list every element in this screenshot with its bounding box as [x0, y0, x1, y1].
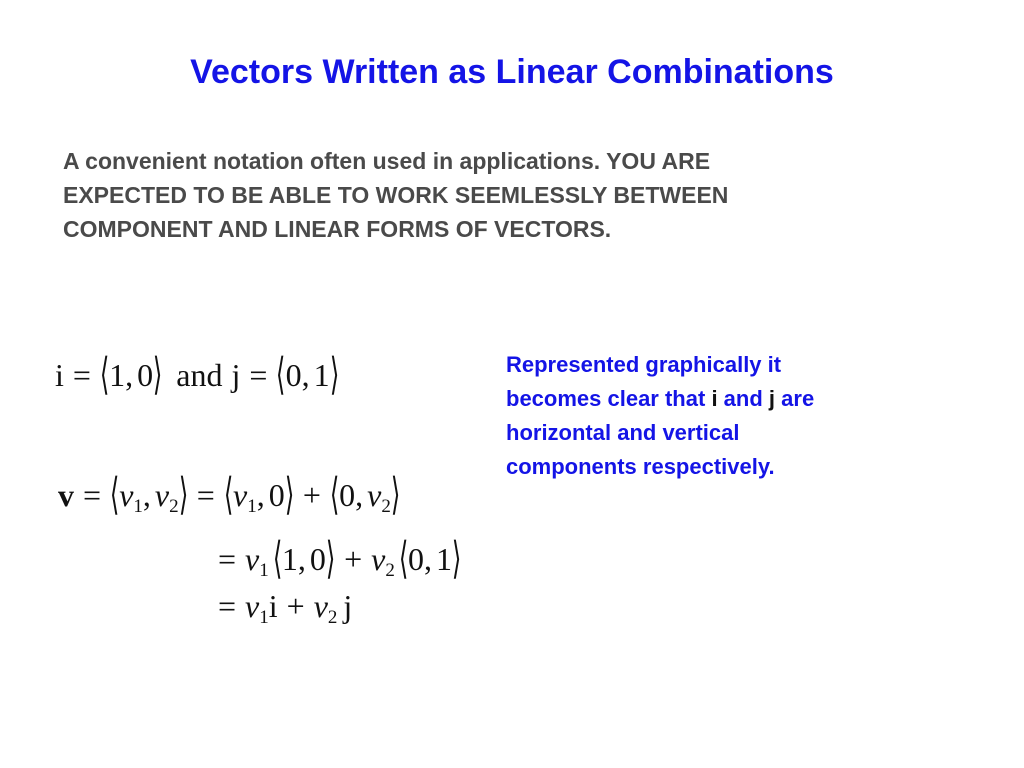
comma: ,: [142, 477, 151, 513]
comma: ,: [125, 357, 134, 393]
j-symbol: j: [231, 357, 241, 393]
num: 1: [281, 541, 298, 577]
j-symbol: j: [343, 588, 353, 624]
v-component: v: [245, 541, 260, 577]
v-component: v: [371, 541, 386, 577]
v-component: v: [313, 588, 328, 624]
plus-sign: +: [344, 541, 363, 577]
comma: ,: [355, 477, 364, 513]
subscript: 1: [259, 560, 269, 581]
num: 0: [285, 357, 302, 393]
v-component: v: [119, 477, 134, 513]
note-line-4: components respectively.: [506, 454, 775, 479]
slide-title: Vectors Written as Linear Combinations: [190, 53, 834, 91]
subscript: 2: [385, 560, 395, 581]
subscript: 1: [259, 607, 269, 628]
plus-sign: +: [302, 477, 321, 513]
right-angle: ⟩: [325, 534, 336, 583]
subscript: 2: [327, 607, 338, 628]
left-angle: ⟨: [99, 350, 110, 399]
left-angle: ⟨: [329, 470, 340, 519]
intro-line-1: A convenient notation often used in applications. YOU ARE: [63, 148, 711, 174]
equals-sign: =: [218, 541, 237, 577]
note-line-1: Represented graphically it: [506, 352, 782, 377]
note-text: are: [775, 386, 815, 411]
num: 0: [309, 541, 326, 577]
num: 1: [436, 541, 453, 577]
plus-sign: +: [286, 588, 305, 624]
v-component: v: [154, 477, 170, 513]
note-i-symbol: i: [711, 386, 718, 411]
and-word: and: [176, 357, 223, 393]
comma: ,: [297, 541, 306, 577]
vector-decomposition-line-1: [58, 466, 400, 517]
right-angle: ⟩: [284, 470, 295, 519]
comma: ,: [424, 541, 433, 577]
v-component: v: [233, 477, 248, 513]
note-text: and: [717, 386, 769, 411]
note-j-symbol: j: [768, 386, 776, 411]
num: 0: [408, 541, 425, 577]
equals-sign: =: [72, 357, 91, 393]
note-line-3: horizontal and vertical: [506, 420, 740, 445]
unit-vectors-equation: [55, 346, 339, 397]
equals-sign: =: [196, 477, 215, 513]
left-angle: ⟨: [398, 534, 409, 583]
note-text: becomes clear that: [506, 386, 712, 411]
vector-decomposition-line-3: [218, 588, 353, 628]
num: 0: [339, 477, 356, 513]
comma: ,: [301, 357, 310, 393]
left-angle: ⟨: [109, 470, 120, 519]
v-component: v: [367, 477, 382, 513]
num: 0: [268, 477, 285, 513]
vector-decomposition-line-2: [218, 530, 461, 581]
right-angle: ⟩: [152, 350, 163, 399]
equals-sign: =: [83, 477, 102, 513]
intro-paragraph: [63, 144, 943, 246]
left-angle: ⟨: [276, 350, 286, 399]
i-symbol: i: [268, 588, 278, 624]
equals-sign: =: [218, 588, 237, 624]
right-angle: ⟩: [390, 470, 401, 519]
left-angle: ⟨: [272, 534, 283, 583]
intro-line-2: EXPECTED TO BE ABLE TO WORK SEEMLESSLY BETWEEN: [63, 182, 729, 208]
intro-line-3: COMPONENT AND LINEAR FORMS OF VECTORS.: [63, 216, 612, 242]
v-component: v: [245, 588, 260, 624]
num: 1: [109, 357, 126, 393]
right-angle: ⟩: [178, 470, 188, 519]
num: 0: [137, 357, 154, 393]
subscript: 2: [381, 496, 391, 517]
subscript: 1: [247, 496, 257, 517]
left-angle: ⟨: [223, 470, 234, 519]
equals-sign: =: [249, 357, 268, 393]
graphical-note: [506, 348, 946, 484]
subscript: 2: [169, 496, 179, 517]
subscript: 1: [133, 496, 143, 517]
right-angle: ⟩: [329, 350, 339, 399]
i-symbol: i: [55, 357, 64, 393]
comma: ,: [256, 477, 265, 513]
right-angle: ⟩: [451, 534, 462, 583]
note-line-2: [506, 382, 946, 416]
v-bold-symbol: v: [58, 477, 74, 513]
num: 1: [313, 357, 330, 393]
